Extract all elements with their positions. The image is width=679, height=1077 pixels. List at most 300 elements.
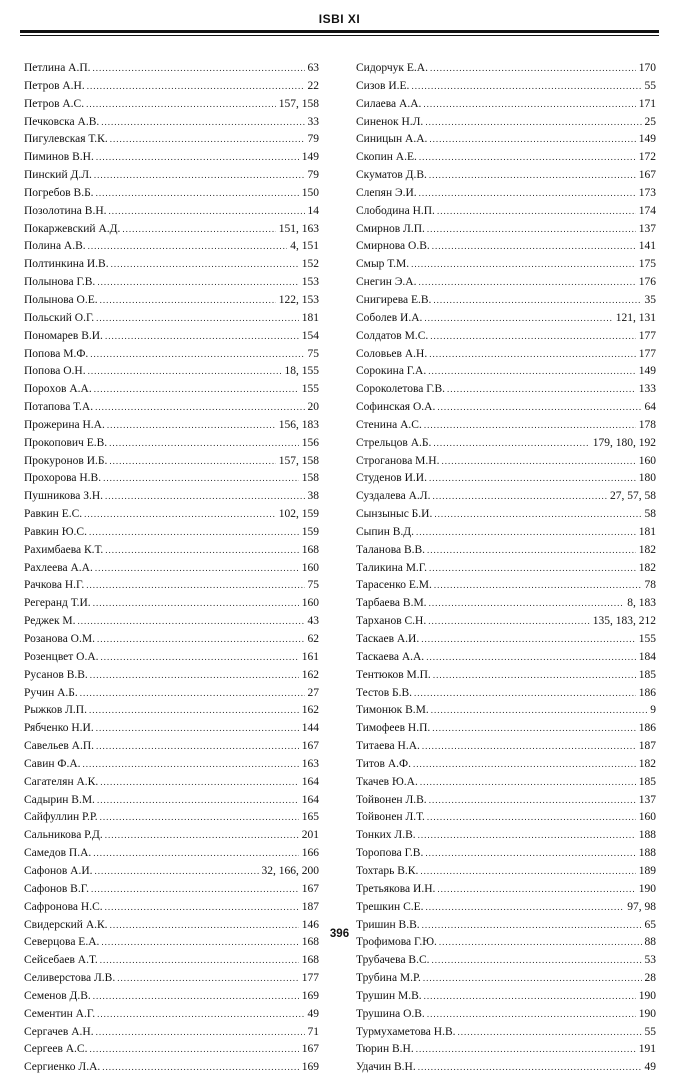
index-entry xyxy=(356,809,656,827)
index-entry xyxy=(356,863,656,881)
index-entry xyxy=(24,203,319,221)
dot-leader xyxy=(431,702,647,720)
dot-leader xyxy=(78,613,305,631)
page-references: 174 xyxy=(638,204,656,217)
author-name: Соловьев А.Н. xyxy=(356,347,428,360)
dot-leader xyxy=(105,827,299,845)
index-entry xyxy=(356,185,656,203)
index-entry xyxy=(24,667,319,685)
author-name: Позолотина В.Н. xyxy=(24,204,107,217)
page-references: 157, 158 xyxy=(278,97,319,110)
author-name: Снигирева Е.В. xyxy=(356,293,432,306)
author-name: Покаржевский А.Д. xyxy=(24,222,121,235)
author-name: Таланова В.В. xyxy=(356,543,426,556)
index-entry xyxy=(356,774,656,792)
author-name: Снегин Э.А. xyxy=(356,276,417,289)
index-entry xyxy=(356,899,656,917)
page-number: 396 xyxy=(329,928,350,940)
dot-leader xyxy=(80,685,305,703)
author-name: Слепян Э.И. xyxy=(356,186,417,199)
page-references: 175 xyxy=(638,258,656,271)
index-entry xyxy=(24,613,319,631)
author-name: Тохтарь В.К. xyxy=(356,864,419,877)
dot-leader xyxy=(427,542,636,560)
index-entry xyxy=(356,881,656,899)
page-references: 177 xyxy=(638,347,656,360)
page-references: 155 xyxy=(301,383,319,396)
author-name: Турмухаметова Н.В. xyxy=(356,1025,456,1038)
dot-leader xyxy=(424,988,636,1006)
dot-leader xyxy=(430,60,636,78)
author-name: Сальникова Р.Д. xyxy=(24,829,103,842)
index-entry xyxy=(356,149,656,167)
page-references: 25 xyxy=(644,115,656,128)
index-entry xyxy=(356,649,656,667)
author-name: Полынова О.Е. xyxy=(24,293,98,306)
index-entry xyxy=(356,631,656,649)
dot-leader xyxy=(111,256,299,274)
dot-leader xyxy=(86,96,276,114)
author-name: Сынзыныс Б.И. xyxy=(356,508,433,521)
page-references: 35 xyxy=(644,293,656,306)
dot-leader xyxy=(424,417,636,435)
page-references: 164 xyxy=(301,793,319,806)
index-entry xyxy=(356,292,656,310)
author-name: Рябченко Н.И. xyxy=(24,722,94,735)
author-name: Сайфуллин Р.Р. xyxy=(24,811,98,824)
author-name: Сагателян А.К. xyxy=(24,775,99,788)
index-entry xyxy=(24,149,319,167)
dot-leader xyxy=(91,881,299,899)
page-references: 28 xyxy=(644,972,656,985)
page-references: 157, 158 xyxy=(278,454,319,467)
dot-leader xyxy=(427,1006,636,1024)
author-name: Тимофеев Н.П. xyxy=(356,722,431,735)
page-references: 33 xyxy=(307,115,319,128)
page-references: 179, 180, 192 xyxy=(592,436,656,449)
index-entry xyxy=(24,1024,319,1042)
index-entry xyxy=(24,774,319,792)
author-name: Смыр Т.М. xyxy=(356,258,410,271)
page-references: 144 xyxy=(301,722,319,735)
author-name: Сергачев А.Н. xyxy=(24,1025,94,1038)
author-name: Полтинкина И.В. xyxy=(24,258,109,271)
index-entry xyxy=(24,952,319,970)
dot-leader xyxy=(100,774,299,792)
dot-leader xyxy=(97,792,299,810)
index-entry xyxy=(356,470,656,488)
dot-leader xyxy=(419,185,636,203)
page-references: 167 xyxy=(301,740,319,753)
index-entry xyxy=(24,899,319,917)
page-references: 181 xyxy=(638,525,656,538)
page-references: 168 xyxy=(301,543,319,556)
page-references: 162 xyxy=(301,668,319,681)
page-references: 201 xyxy=(301,829,319,842)
author-name: Трубина М.Р. xyxy=(356,972,421,985)
author-name: Полынова Г.В. xyxy=(24,276,96,289)
index-entry xyxy=(356,756,656,774)
index-entry xyxy=(24,863,319,881)
page-references: 151, 163 xyxy=(278,222,319,235)
dot-leader xyxy=(416,1041,636,1059)
dot-leader xyxy=(109,203,305,221)
dot-leader xyxy=(430,328,636,346)
page-references: 190 xyxy=(638,989,656,1002)
author-name: Трофимова Г.Ю. xyxy=(356,936,437,949)
index-entry xyxy=(356,488,656,506)
index-entry xyxy=(356,720,656,738)
dot-leader xyxy=(88,363,282,381)
index-entry xyxy=(24,256,319,274)
dot-leader xyxy=(432,488,607,506)
index-entry xyxy=(356,542,656,560)
page-references: 181 xyxy=(301,311,319,324)
index-entry xyxy=(356,167,656,185)
dot-leader xyxy=(418,274,635,292)
page-references: 155 xyxy=(638,633,656,645)
author-name: Пушникова З.Н. xyxy=(24,490,104,503)
index-entry xyxy=(24,363,319,381)
dot-leader xyxy=(418,827,636,845)
author-name: Регеранд Т.И. xyxy=(24,597,91,610)
author-name: Сизов И.Е. xyxy=(356,79,410,92)
index-column-right xyxy=(356,60,656,1077)
dot-leader xyxy=(122,221,275,239)
index-entry xyxy=(356,453,656,471)
page-references: 79 xyxy=(307,169,319,182)
page-references: 191 xyxy=(638,1043,656,1056)
author-name: Студенов И.И. xyxy=(356,472,427,485)
dot-leader xyxy=(434,506,641,524)
index-entry xyxy=(356,221,656,239)
author-name: Рахлеева А.А. xyxy=(24,561,93,574)
page-references: 141 xyxy=(638,240,656,253)
index-entry xyxy=(24,595,319,613)
dot-leader xyxy=(414,685,636,703)
author-name: Слободина Н.П. xyxy=(356,204,435,217)
author-name: Сидорчук Е.А. xyxy=(356,62,428,74)
author-name: Трешкин С.Е. xyxy=(356,900,424,913)
index-entry xyxy=(24,524,319,542)
index-entry xyxy=(356,328,656,346)
page-references: 160 xyxy=(638,454,656,467)
author-name: Рыжков Л.П. xyxy=(24,704,87,717)
author-name: Ручин А.Б. xyxy=(24,686,78,699)
dot-leader xyxy=(419,149,636,167)
dot-leader xyxy=(428,613,590,631)
author-name: Смирнов Л.П. xyxy=(356,222,425,235)
dot-leader xyxy=(437,399,641,417)
index-entry xyxy=(356,667,656,685)
author-name: Титов А.Ф. xyxy=(356,757,411,770)
page-references: 53 xyxy=(644,954,656,967)
index-entry xyxy=(24,577,319,595)
dot-leader xyxy=(429,167,636,185)
author-name: Титаева Н.А. xyxy=(356,740,420,753)
author-name: Тентюков М.П. xyxy=(356,668,431,681)
author-name: Печковска А.В. xyxy=(24,115,100,128)
author-name: Тойвонен Л.Т. xyxy=(356,811,425,824)
index-entry xyxy=(356,827,656,845)
page-references: 58 xyxy=(644,508,656,521)
page-references: 177 xyxy=(301,972,319,985)
index-entry xyxy=(356,274,656,292)
index-entry xyxy=(356,1024,656,1042)
index-entry xyxy=(24,221,319,239)
author-name: Селиверстова Л.В. xyxy=(24,972,116,985)
dot-leader xyxy=(413,756,636,774)
page-references: 133 xyxy=(638,383,656,396)
page-references: 176 xyxy=(638,276,656,289)
dot-leader xyxy=(105,488,304,506)
page-references: 63 xyxy=(307,62,319,74)
index-entry xyxy=(24,185,319,203)
author-name: Пиминов В.Н. xyxy=(24,151,94,164)
author-name: Тимонюк В.М. xyxy=(356,704,429,717)
index-entry xyxy=(356,988,656,1006)
dot-leader xyxy=(87,78,305,96)
page-references: 188 xyxy=(638,829,656,842)
page-references: 188 xyxy=(638,847,656,860)
dot-leader xyxy=(428,363,636,381)
author-name: Сафонов В.Г. xyxy=(24,882,89,895)
dot-leader xyxy=(94,167,305,185)
dot-leader xyxy=(100,952,299,970)
author-name: Русанов В.В. xyxy=(24,668,88,681)
author-name: Петлина А.П. xyxy=(24,62,91,74)
dot-leader xyxy=(425,114,641,132)
dot-leader xyxy=(96,720,299,738)
author-name: Сороколетова Г.В. xyxy=(356,383,446,396)
index-entry xyxy=(24,399,319,417)
index-entry xyxy=(356,381,656,399)
author-name: Солдатов М.С. xyxy=(356,329,429,342)
page-references: 182 xyxy=(638,561,656,574)
dot-leader xyxy=(425,845,635,863)
dot-leader xyxy=(429,560,636,578)
author-name: Сементин А.Г. xyxy=(24,1007,96,1020)
page-references: 159 xyxy=(301,525,319,538)
author-name: Тарбаева В.М. xyxy=(356,597,427,610)
author-name: Тестов Б.В. xyxy=(356,686,413,699)
author-name: Торопова Г.В. xyxy=(356,847,424,860)
index-entry xyxy=(24,488,319,506)
dot-leader xyxy=(105,328,299,346)
index-entry xyxy=(24,1041,319,1059)
author-name: Северцова Е.А. xyxy=(24,936,100,949)
page-references: 43 xyxy=(307,615,319,628)
dot-leader xyxy=(100,292,276,310)
header-rule-thick xyxy=(20,30,659,33)
author-name: Тарасенко Е.М. xyxy=(356,579,432,592)
dot-leader xyxy=(107,417,276,435)
index-entry xyxy=(356,417,656,435)
index-entry xyxy=(356,970,656,988)
dot-leader xyxy=(433,667,636,685)
dot-leader xyxy=(427,221,636,239)
index-entry xyxy=(24,702,319,720)
index-entry xyxy=(24,560,319,578)
author-name: Тарханов С.Н. xyxy=(356,615,427,628)
dot-leader xyxy=(97,274,298,292)
author-name: Потапова Т.А. xyxy=(24,401,94,414)
author-name: Софинская О.А. xyxy=(356,401,436,414)
dot-leader xyxy=(426,899,625,917)
author-name: Строганова М.Н. xyxy=(356,454,440,467)
dot-leader xyxy=(89,1041,298,1059)
index-entry xyxy=(24,470,319,488)
dot-leader xyxy=(95,863,259,881)
author-name: Удачин В.Н. xyxy=(356,1061,416,1074)
dot-leader xyxy=(421,631,636,649)
dot-leader xyxy=(432,238,636,256)
index-entry xyxy=(24,417,319,435)
index-entry xyxy=(24,328,319,346)
index-entry xyxy=(356,310,656,328)
author-name: Таскаева А.А. xyxy=(356,650,425,663)
author-name: Соболев И.А. xyxy=(356,311,423,324)
author-name: Сыпин В.Д. xyxy=(356,525,414,538)
author-name: Суздалева А.Л. xyxy=(356,490,431,503)
index-entry xyxy=(24,60,319,78)
dot-leader xyxy=(95,560,299,578)
index-entry xyxy=(356,506,656,524)
page-references: 75 xyxy=(307,579,319,592)
index-entry xyxy=(24,649,319,667)
author-name: Попова М.Ф. xyxy=(24,347,89,360)
author-name: Скопин А.Е. xyxy=(356,151,417,164)
author-name: Пороxов А.А. xyxy=(24,383,92,396)
index-entry xyxy=(24,435,319,453)
page-references: 65 xyxy=(644,918,656,931)
index-entry xyxy=(24,114,319,132)
page-references: 32, 166, 200 xyxy=(261,864,319,877)
author-name: Пигулевская Т.К. xyxy=(24,133,108,146)
index-entry xyxy=(24,845,319,863)
page-references: 22 xyxy=(307,79,319,92)
author-name: Розанова О.М. xyxy=(24,633,95,645)
page-references: 149 xyxy=(638,133,656,146)
page-references: 49 xyxy=(307,1007,319,1020)
index-entry xyxy=(24,292,319,310)
index-entry xyxy=(356,577,656,595)
dot-leader xyxy=(422,738,636,756)
page-references: 182 xyxy=(638,757,656,770)
page-references: 71 xyxy=(307,1025,319,1038)
dot-leader xyxy=(433,435,589,453)
page-references: 18, 155 xyxy=(284,365,319,378)
page-header xyxy=(20,8,659,36)
page-references: 171 xyxy=(638,97,656,110)
author-name: Сафонов А.И. xyxy=(24,864,93,877)
author-name: Прожерина Н.А. xyxy=(24,418,105,431)
index-entry xyxy=(24,827,319,845)
page-references: 49 xyxy=(644,1061,656,1074)
author-name: Полина А.В. xyxy=(24,240,86,253)
dot-leader xyxy=(95,399,304,417)
author-name: Сафронова Н.С. xyxy=(24,900,103,913)
author-name: Савин Ф.А. xyxy=(24,757,81,770)
dot-leader xyxy=(101,114,304,132)
dot-leader xyxy=(420,774,636,792)
page-references: 167 xyxy=(638,169,656,182)
page-references: 170 xyxy=(638,62,656,74)
index-column-left xyxy=(24,60,319,1077)
dot-leader xyxy=(86,577,304,595)
index-entry xyxy=(356,399,656,417)
page-references: 149 xyxy=(638,365,656,378)
index-entry xyxy=(24,685,319,703)
dot-leader xyxy=(429,595,625,613)
author-name: Синенок Н.Л. xyxy=(356,115,424,128)
author-name: Смирнова О.В. xyxy=(356,240,430,253)
author-name: Прокуронов И.Б. xyxy=(24,454,108,467)
index-entry xyxy=(24,167,319,185)
page-references: 169 xyxy=(301,989,319,1002)
page-references: 165 xyxy=(301,811,319,824)
dot-leader xyxy=(110,131,305,149)
author-name: Равкин Ю.С. xyxy=(24,525,87,538)
page-references: 169 xyxy=(301,1061,319,1074)
dot-leader xyxy=(96,310,299,328)
dot-leader xyxy=(88,238,288,256)
page-references: 182 xyxy=(638,543,656,556)
page-references: 146 xyxy=(301,918,319,931)
page-references: 158 xyxy=(301,472,319,485)
page-references: 14 xyxy=(307,204,319,217)
dot-leader xyxy=(89,524,299,542)
dot-leader xyxy=(109,435,299,453)
page-references: 55 xyxy=(644,1025,656,1038)
page-references: 64 xyxy=(644,401,656,414)
index-entry xyxy=(24,542,319,560)
author-name: Прокопович Е.В. xyxy=(24,436,108,449)
page-references: 88 xyxy=(644,936,656,949)
page-references: 122, 153 xyxy=(278,293,319,306)
page-references: 62 xyxy=(307,633,319,645)
index-entry xyxy=(24,738,319,756)
page-references: 152 xyxy=(301,258,319,271)
page-references: 149 xyxy=(301,151,319,164)
page-references: 8, 183 xyxy=(627,597,656,610)
index-entry xyxy=(356,203,656,221)
header-rule-thin xyxy=(20,35,659,36)
index-entry xyxy=(356,560,656,578)
dot-leader xyxy=(96,149,299,167)
author-name: Силаева А.А. xyxy=(356,97,422,110)
page-references: 160 xyxy=(301,597,319,610)
page-references: 168 xyxy=(301,936,319,949)
page-references: 160 xyxy=(301,561,319,574)
page-references: 55 xyxy=(644,79,656,92)
page-references: 27 xyxy=(307,686,319,699)
page-references: 187 xyxy=(638,740,656,753)
page-references: 163 xyxy=(301,757,319,770)
author-name: Синицын А.А. xyxy=(356,133,428,146)
page-references: 178 xyxy=(638,418,656,431)
dot-leader xyxy=(423,96,635,114)
dot-leader xyxy=(96,738,299,756)
dot-leader xyxy=(432,952,642,970)
page-references: 161 xyxy=(301,650,319,663)
page-references: 97, 98 xyxy=(627,900,656,913)
index-entry xyxy=(356,238,656,256)
dot-leader xyxy=(429,346,636,364)
dot-leader xyxy=(96,1024,305,1042)
index-entry xyxy=(24,310,319,328)
author-name: Трубачева В.С. xyxy=(356,954,430,967)
